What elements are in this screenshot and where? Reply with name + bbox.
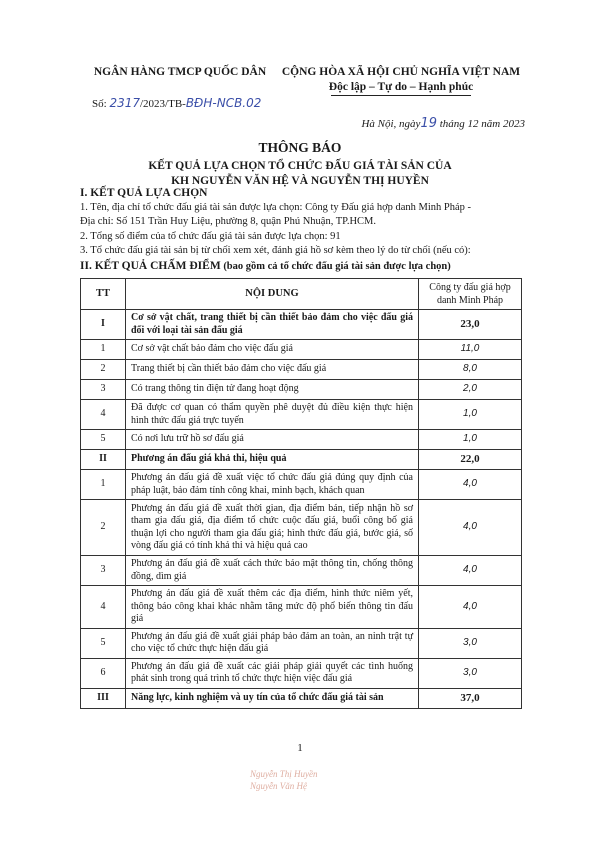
table-row <box>81 310 522 340</box>
row-tt: I <box>81 310 126 340</box>
row-tt: 4 <box>81 400 126 430</box>
title-line-2: KẾT QUẢ LỰA CHỌN TỔ CHỨC ĐẤU GIÁ TÀI SẢN CỦA <box>148 160 452 172</box>
row-tt: III <box>81 688 126 708</box>
row-tt: 3 <box>81 380 126 400</box>
row-content: Phương án đấu giá đề xuất các giải pháp giải quyết các tình huống phát sinh trong quá trình tổ chức thực hiện việc đấu giá <box>126 658 419 688</box>
notice-body <box>80 186 530 275</box>
row-tt: 2 <box>81 500 126 556</box>
document-number <box>92 96 261 110</box>
row-score: 4,0 <box>419 556 522 586</box>
table-row <box>81 360 522 380</box>
row-tt: 4 <box>81 586 126 629</box>
row-score: 4,0 <box>419 586 522 629</box>
date-prefix: Hà Nội, ngày <box>361 118 421 130</box>
row-tt: 1 <box>81 340 126 360</box>
row-content: Phương án đấu giá đề xuất thời gian, địa điểm bán, tiếp nhận hồ sơ tham gia đấu giá, địa điểm tổ chức cuộc đấu giá, buổi công bố giá thuận lợi cho người tham gia đấu giá; hình thức đấu giá, bước giá, số vòng đấu giá có tính khả thi và hiệu quả cao <box>126 500 419 556</box>
row-tt: 2 <box>81 360 126 380</box>
section-1-item-1-address: Địa chỉ: Số 151 Trần Huy Liệu, phường 8, quận Phú Nhuận, TP.HCM. <box>80 216 377 228</box>
row-tt: 5 <box>81 430 126 450</box>
section-2-note: (bao gồm cả tổ chức đấu giá tài sản được lựa chọn) <box>223 260 451 272</box>
row-score: 23,0 <box>419 310 522 340</box>
row-tt: 1 <box>81 470 126 500</box>
row-content: Phương án đấu giá đề xuất giải pháp bảo đảm an toàn, an ninh trật tự cho việc tổ chức thực hiện đấu giá <box>126 628 419 658</box>
row-tt: 5 <box>81 628 126 658</box>
row-content: Cơ sở vật chất, trang thiết bị cần thiết bảo đảm cho việc đấu giá đối với loại tài sản đấu giá <box>126 310 419 340</box>
row-content: Năng lực, kinh nghiệm và uy tín của tổ chức đấu giá tài sản <box>126 688 419 708</box>
section-1-heading: I. KẾT QUẢ LỰA CHỌN <box>80 187 208 199</box>
row-score: 1,0 <box>419 430 522 450</box>
handwritten-doc-code: BĐH-NCB.02 <box>185 96 262 110</box>
row-content: Có nơi lưu trữ hồ sơ đấu giá <box>126 430 419 450</box>
table-row <box>81 658 522 688</box>
title-main: THÔNG BÁO <box>258 140 342 155</box>
row-score: 8,0 <box>419 360 522 380</box>
row-tt: II <box>81 450 126 470</box>
doc-number-prefix: Số: <box>92 98 107 110</box>
row-score: 11,0 <box>419 340 522 360</box>
table-row <box>81 688 522 708</box>
row-score: 4,0 <box>419 470 522 500</box>
row-tt: 3 <box>81 556 126 586</box>
section-1-item-3: 3. Tổ chức đấu giá tài sản bị từ chối xem xét, đánh giá hồ sơ kèm theo lý do từ chối (nếu có): <box>80 245 471 257</box>
date-suffix: tháng 12 năm 2023 <box>439 118 525 130</box>
date-line <box>330 116 525 131</box>
handwritten-doc-number: 2317 <box>109 96 140 110</box>
section-1-item-1: 1. Tên, địa chỉ tổ chức đấu giá tài sản được lựa chọn: Công ty Đấu giá hợp danh Minh Pháp - <box>80 201 472 213</box>
table-row <box>81 340 522 360</box>
row-score: 4,0 <box>419 500 522 556</box>
row-score: 3,0 <box>419 658 522 688</box>
row-content: Cơ sở vật chất bảo đảm cho việc đấu giá <box>126 340 419 360</box>
page-number: 1 <box>297 742 303 754</box>
bank-name: NGÂN HÀNG TMCP QUỐC DÂN <box>93 66 267 78</box>
table-row <box>81 470 522 500</box>
national-header <box>276 66 526 96</box>
notice-title <box>60 140 540 187</box>
country-name: CỘNG HÒA XÃ HỘI CHỦ NGHĨA VIỆT NAM <box>281 66 521 78</box>
motto-underline <box>331 95 471 96</box>
row-score: 37,0 <box>419 688 522 708</box>
section-1-item-2: 2. Tổng số điểm của tổ chức đấu giá tài sản được lựa chọn: 91 <box>80 230 341 242</box>
table-row <box>81 380 522 400</box>
row-tt: 6 <box>81 658 126 688</box>
section-2-title: II. KẾT QUẢ CHẤM ĐIỂM <box>80 259 221 272</box>
handwritten-day: 19 <box>420 116 437 131</box>
table-row <box>81 450 522 470</box>
col-header-company: Công ty đấu giá hợp danh Minh Pháp <box>419 279 522 310</box>
row-content: Trang thiết bị cần thiết bảo đảm cho việc đấu giá <box>126 360 419 380</box>
score-table <box>80 278 522 709</box>
row-score: 22,0 <box>419 450 522 470</box>
row-score: 2,0 <box>419 380 522 400</box>
score-table-body <box>81 310 522 709</box>
row-content: Phương án đấu giá đề xuất thêm các địa điểm, hình thức niêm yết, thông báo công khai khác nhằm tăng mức độ phổ biến thông tin đấu giá <box>126 586 419 629</box>
row-content: Phương án đấu giá đề xuất việc tổ chức đấu giá đúng quy định của pháp luật, bảo đảm tính công khai, minh bạch, khách quan <box>126 470 419 500</box>
row-score: 1,0 <box>419 400 522 430</box>
row-content: Phương án đấu giá đề xuất cách thức bảo mật thông tin, chống thông đồng, dìm giá <box>126 556 419 586</box>
table-row <box>81 500 522 556</box>
row-score: 3,0 <box>419 628 522 658</box>
row-content: Phương án đấu giá khả thi, hiệu quả <box>126 450 419 470</box>
table-header-row <box>81 279 522 310</box>
doc-number-middle: /2023/TB- <box>139 98 186 110</box>
col-header-content: NỘI DUNG <box>126 279 419 310</box>
row-content: Có trang thông tin điện tử đang hoạt động <box>126 380 419 400</box>
table-row <box>81 556 522 586</box>
table-row <box>81 430 522 450</box>
row-content: Đã được cơ quan có thẩm quyền phê duyệt đủ điều kiện thực hiện hình thức đấu giá trực tuyến <box>126 400 419 430</box>
section-2-heading <box>80 259 530 275</box>
motto: Độc lập – Tự do – Hạnh phúc <box>328 81 474 93</box>
bleed-through-signature: Nguyễn Thị Huyền Nguyễn Văn Hệ <box>250 769 318 791</box>
table-row <box>81 400 522 430</box>
table-row <box>81 586 522 629</box>
table-row <box>81 628 522 658</box>
title-line-3: KH NGUYỄN VĂN HỆ VÀ NGUYỄN THỊ HUYỀN <box>171 175 429 187</box>
col-header-tt: TT <box>81 279 126 310</box>
